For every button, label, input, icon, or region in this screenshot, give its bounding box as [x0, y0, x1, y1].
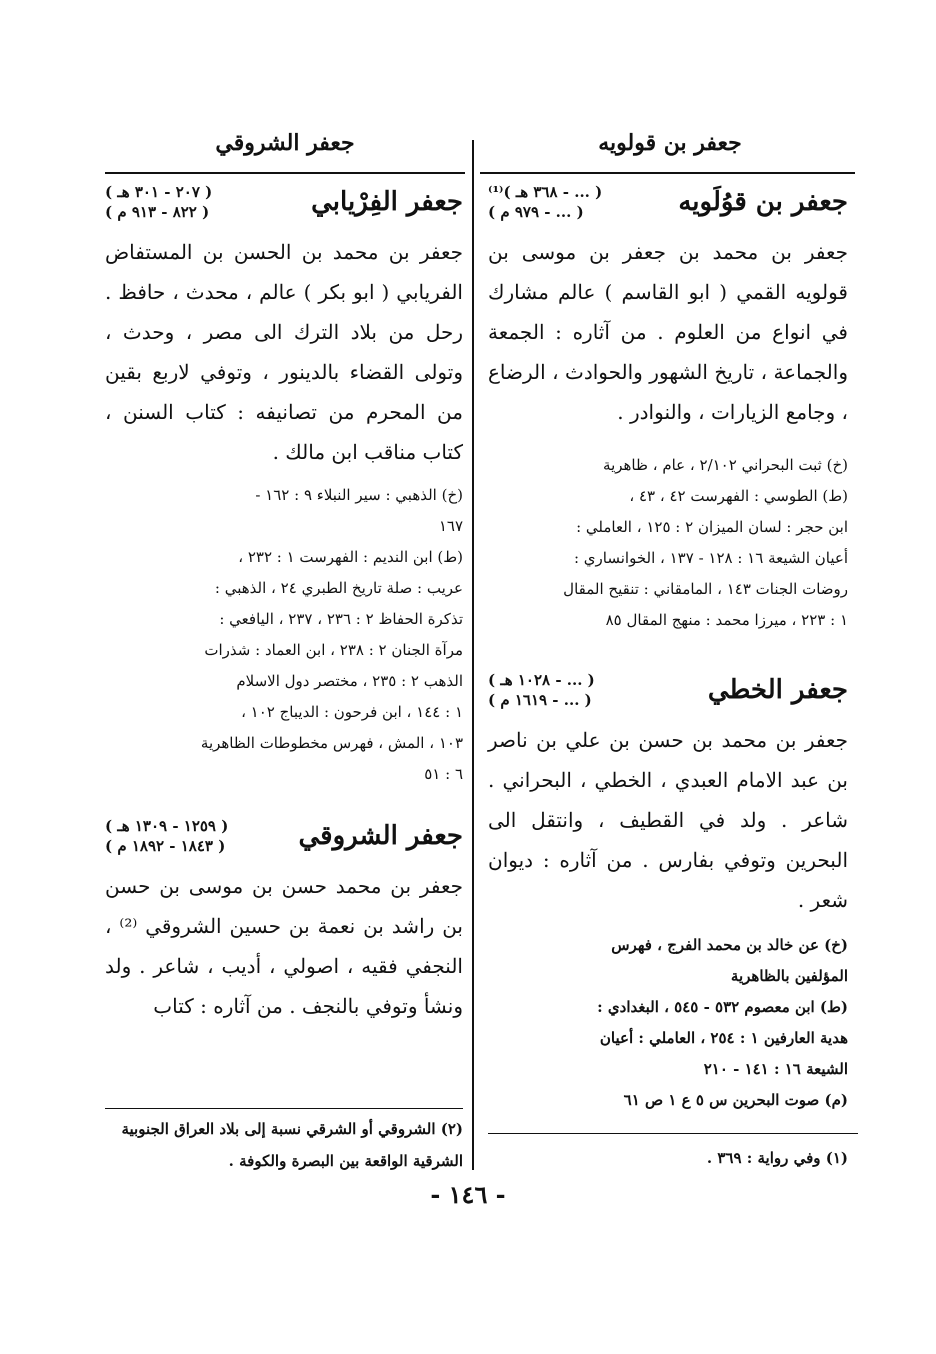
entry-dates	[105, 182, 212, 222]
dates-hijri: ( ١٢٥٩ - ١٣٠٩ هـ )	[105, 817, 229, 835]
reference-line: (ط) الطوسي : الفهرست ٤٢ ، ٤٣ ،	[629, 487, 848, 505]
reference-line: المؤلفين بالظاهرية	[730, 967, 848, 985]
reference-line: الذهب ٢ : ٢٣٥ ، مختصر دول الاسلام	[236, 672, 463, 690]
entry-heading	[488, 182, 848, 222]
footnote-left: (٢) الشروقي أو الشرقي نسبة إلى بلاد العراق الجنوبية الشرقية الواقعة بين البصرة والكوفة .	[121, 1120, 463, 1170]
reference-line: ٦ : ٥١	[424, 765, 463, 783]
header-rule-left	[105, 172, 465, 174]
dates-hijri: ( ... - ١٠٢٨ هـ )	[488, 671, 595, 689]
reference-line: ١ : ١٤٤ ، ابن فرحون : الديباج ١٠٢ ،	[241, 703, 463, 721]
reference-line: (م) صوت البحرين س ٥ ع ١ ص ٦١	[623, 1091, 848, 1109]
running-header-right: جعفر بن قولويه	[598, 130, 742, 156]
entry-dates	[488, 182, 602, 222]
reference-line: (ط) ابن معصوم ٥٣٢ - ٥٤٥ ، البغدادي :	[597, 998, 848, 1016]
dates-ad: ( ٨٢٢ - ٩١٣ م )	[105, 203, 210, 221]
running-header-left: جعفر الشروقي	[215, 130, 355, 156]
reference-line: (ط) ابن النديم : الفهرست ١ : ٢٣٢ ،	[238, 548, 463, 566]
reference-line: عريب : صلة تاريخ الطبري ٢٤ ، الذهبي :	[214, 579, 463, 597]
header-rule-right	[480, 172, 855, 174]
reference-line: روضات الجنات ١٤٣ ، المامقاني : تنقيح المقال	[563, 580, 848, 598]
reference-line: (خ) عن خالد بن محمد الفرج ، فهرس	[611, 936, 848, 954]
footnote-rule-right	[488, 1133, 858, 1134]
reference-line: الشيعة ١٦ : ١٤١ - ٢١٠	[703, 1060, 848, 1078]
left-column	[105, 182, 463, 1026]
reference-line: ١ : ٢٢٣ ، ميرزا محمد : منهج المقال ٨٥	[605, 611, 848, 629]
entry-name: جعفر بن قوُلَويه	[678, 187, 848, 217]
dates-ad: ( ١٨٤٣ - ١٨٩٢ م )	[105, 837, 226, 855]
reference-line: (خ) ثبت البحراني ٢/١٠٢ ، عام ، ظاهرية	[603, 456, 848, 474]
reference-line: مرآة الجنان ٢ : ٢٣٨ ، ابن العماد : شذرات	[204, 641, 463, 659]
reference-line: أعيان الشيعة ١٦ : ١٢٨ - ١٣٧ ، الخوانساري :	[573, 549, 848, 567]
reference-line: هدية العارفين ١ : ٢٥٤ ، العاملي : أعيان	[599, 1029, 848, 1047]
reference-line: ١٠٣ ، المش ، فهرس مخطوطات الظاهرية	[200, 734, 463, 752]
reference-line: تذكرة الحفاظ ٢ : ٢٣٦ ، ٢٣٧ ، اليافعي :	[219, 610, 463, 628]
entry-heading	[105, 182, 463, 222]
entry-body: جعفر بن محمد بن الحسن بن المستفاض الفريابي ( ابو بكر ) عالم ، محدث ، حافظ . رحل من بلاد الترك الى مصر ، وحدث ، وتولى القضاء بالدينور ، وتوفي لاربع بقين من المحرم من تصانيفه : كتاب السنن ، كتاب مناقب ابن مالك .	[105, 240, 463, 464]
column-divider	[472, 140, 474, 1170]
footnote-rule-left	[105, 1108, 463, 1109]
entry-dates	[488, 670, 595, 710]
footnote-right: (١) وفي رواية : ٣٦٩ .	[706, 1149, 848, 1167]
dates-ad: ( ... - ١٦١٩ م )	[488, 691, 592, 709]
page-number: - ١٤٦ -	[430, 1180, 506, 1209]
reference-line: ابن حجر : لسان الميزان ٢ : ١٢٥ ، العاملي :	[576, 518, 848, 536]
entry-name: جعفر الشروقي	[298, 821, 463, 851]
entry-body: جعفر بن محمد بن حسن بن علي بن ناصر بن عبد الامام العبدي ، الخطي ، البحراني . شاعر . ولد في القطيف ، وانتقل الى البحرين وتوفي بفارس . من آثاره : ديوان شعر .	[488, 728, 848, 912]
entry-heading	[105, 816, 463, 856]
dates-ad: ( ... - ٩٧٩ م )	[488, 203, 584, 221]
entry-name: جعفر الخطي	[707, 675, 848, 705]
dates-hijri: ( ... - ٣٦٨ هـ )⁽¹⁾	[488, 183, 603, 201]
dates-hijri: ( ٢٠٧ - ٣٠١ هـ )	[105, 183, 213, 201]
reference-line: ١٦٧	[438, 517, 463, 535]
entry-body: جعفر بن محمد حسن بن موسى بن حسن بن راشد بن نعمة بن حسين الشروقي ⁽²⁾ ، النجفي فقيه ، اصولي ، أديب ، شاعر . ولد ونشأ وتوفي بالنجف . من آثاره : كتاب	[105, 874, 464, 1018]
reference-line: (خ) الذهبي : سير النبلاء ٩ : ١٦٢ -	[255, 486, 463, 504]
entry-name: جعفر الفِرْيابي	[311, 187, 463, 217]
right-column	[488, 182, 848, 1116]
entry-body: جعفر بن محمد بن جعفر بن موسى بن قولويه القمي ( ابو القاسم ) عالم مشارك في انواع من العلوم . من آثاره : الجمعة والجماعة ، تاريخ الشهور والحوادث ، الرضاع ، وجامع الزيارات ، والنوادر .	[488, 240, 848, 424]
entry-dates	[105, 816, 228, 856]
entry-heading	[488, 670, 848, 710]
